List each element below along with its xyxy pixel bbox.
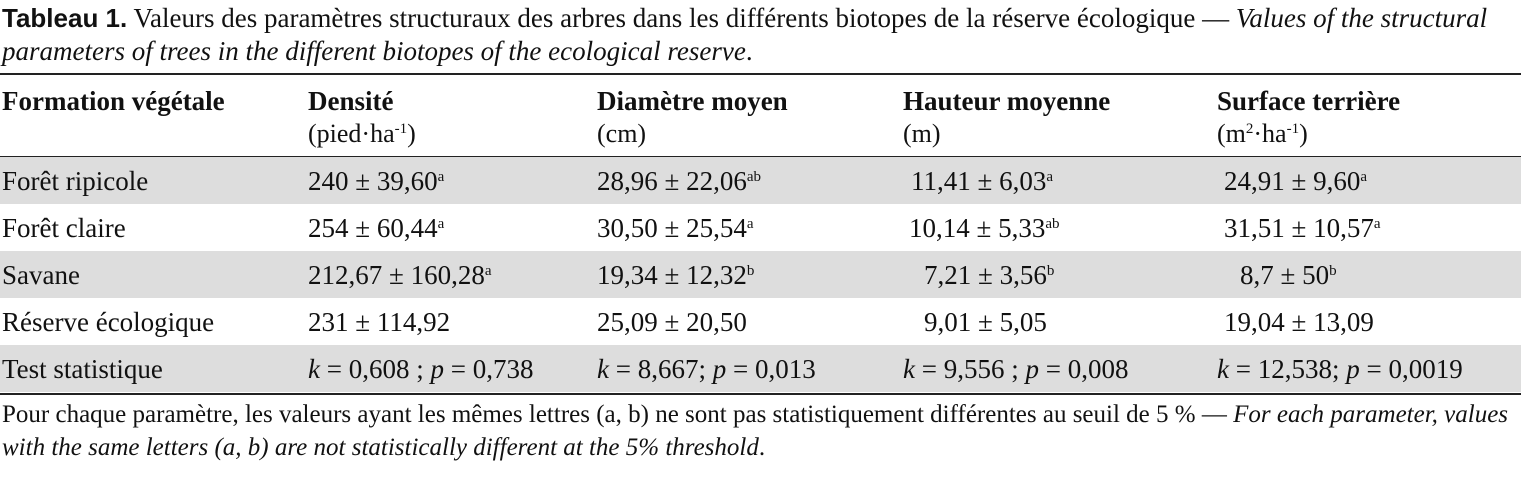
caption-text-en-2: the structural parameters of trees in the different biotopes of the ecological reserve <box>2 3 1488 66</box>
footnote-end: . <box>758 434 766 461</box>
caption-text-fr: Valeurs des paramètres structuraux des arbres dans les différents biotopes de la réserve écologique — <box>133 3 1230 33</box>
cell-test-diametre: k = 8,667; p = 0,013 <box>597 354 816 384</box>
cell-densite: 212,67 ± 160,28$^a$ <box>308 260 492 290</box>
row-name: Savane <box>2 260 80 290</box>
cell-surface: $8,7 \pm 50^b$ <box>1240 260 1337 290</box>
row-name: Forêt claire <box>2 213 126 243</box>
caption-end: . <box>745 36 753 66</box>
table-row-test <box>0 345 1521 392</box>
cell-hauteur: 9,01 ± 5,05 <box>924 307 1047 337</box>
table-caption <box>2 2 1517 68</box>
footnote-en: For each parameter, values with the same letters (a, b) are not statistically different at the 5% threshold <box>2 401 1509 461</box>
header-densite: Densité <box>308 86 394 116</box>
header-surface: Surface terrière <box>1217 86 1401 116</box>
cell-surface: 31,51 ± 10,57$^a$ <box>1224 213 1381 243</box>
footnote-fr: Pour chaque paramètre, les valeurs ayant les mêmes lettres (a, b) ne sont pas statistiquement différentes au seuil de 5 % — <box>2 401 1227 428</box>
caption-text-en-1: Values of <box>1235 3 1335 33</box>
cell-hauteur: 7,21 ± 3,56$^b$ <box>924 260 1055 290</box>
table-row <box>0 204 1521 251</box>
header-densite-unit: $(pied\cdot ha^{-1})$ <box>308 119 416 148</box>
table-footnote <box>2 398 1512 464</box>
cell-test-densite: k = 0,608 ; p = 0,738 <box>308 354 534 384</box>
bottom-rule <box>0 393 1521 395</box>
header-formation: Formation végétale <box>2 86 225 116</box>
cell-densite: 231 ± 114,92 <box>308 307 451 337</box>
row-name: Forêt ripicole <box>2 166 149 196</box>
caption-label: Tableau 1. <box>2 3 128 33</box>
row-name: Test statistique <box>2 354 163 384</box>
cell-test-surface: k = 12,538; p = 0,0019 <box>1217 354 1463 384</box>
top-rule <box>0 73 1521 75</box>
cell-surface: 24,91 ± 9,60$^a$ <box>1224 166 1367 196</box>
cell-diametre: 25,09 ± 20,50 <box>597 307 747 337</box>
header-surface-unit: $(m^2\cdot ha^{-1})$ <box>1217 119 1308 148</box>
row-name: Réserve écologique <box>2 307 215 337</box>
table-row <box>0 157 1521 204</box>
cell-test-hauteur: k = 9,556 ; p = 0,008 <box>903 354 1129 384</box>
header-hauteur-unit: (m) <box>903 119 941 148</box>
table-row <box>0 298 1521 345</box>
cell-hauteur: 10,14 ± 5,33$^{ab}$ <box>909 213 1060 243</box>
cell-diametre: 19,34 ± 12,32$^b$ <box>597 260 755 290</box>
header-diametre-unit: (cm) <box>597 119 647 148</box>
header-diametre: Diamètre moyen <box>597 86 788 116</box>
cell-densite: 240 ± 39,60$^a$ <box>308 166 445 196</box>
cell-densite: 254 ± 60,44$^a$ <box>308 213 445 243</box>
cell-surface: 19,04 ± 13,09 <box>1224 307 1374 337</box>
header-hauteur: Hauteur moyenne <box>903 86 1111 116</box>
table-row <box>0 251 1521 298</box>
cell-hauteur: 11,41 ± 6,03$^a$ <box>911 166 1053 196</box>
table-header <box>0 84 1521 154</box>
cell-diametre: 28,96 ± 22,06$^{ab}$ <box>597 166 761 196</box>
cell-diametre: 30,50 ± 25,54$^a$ <box>597 213 754 243</box>
